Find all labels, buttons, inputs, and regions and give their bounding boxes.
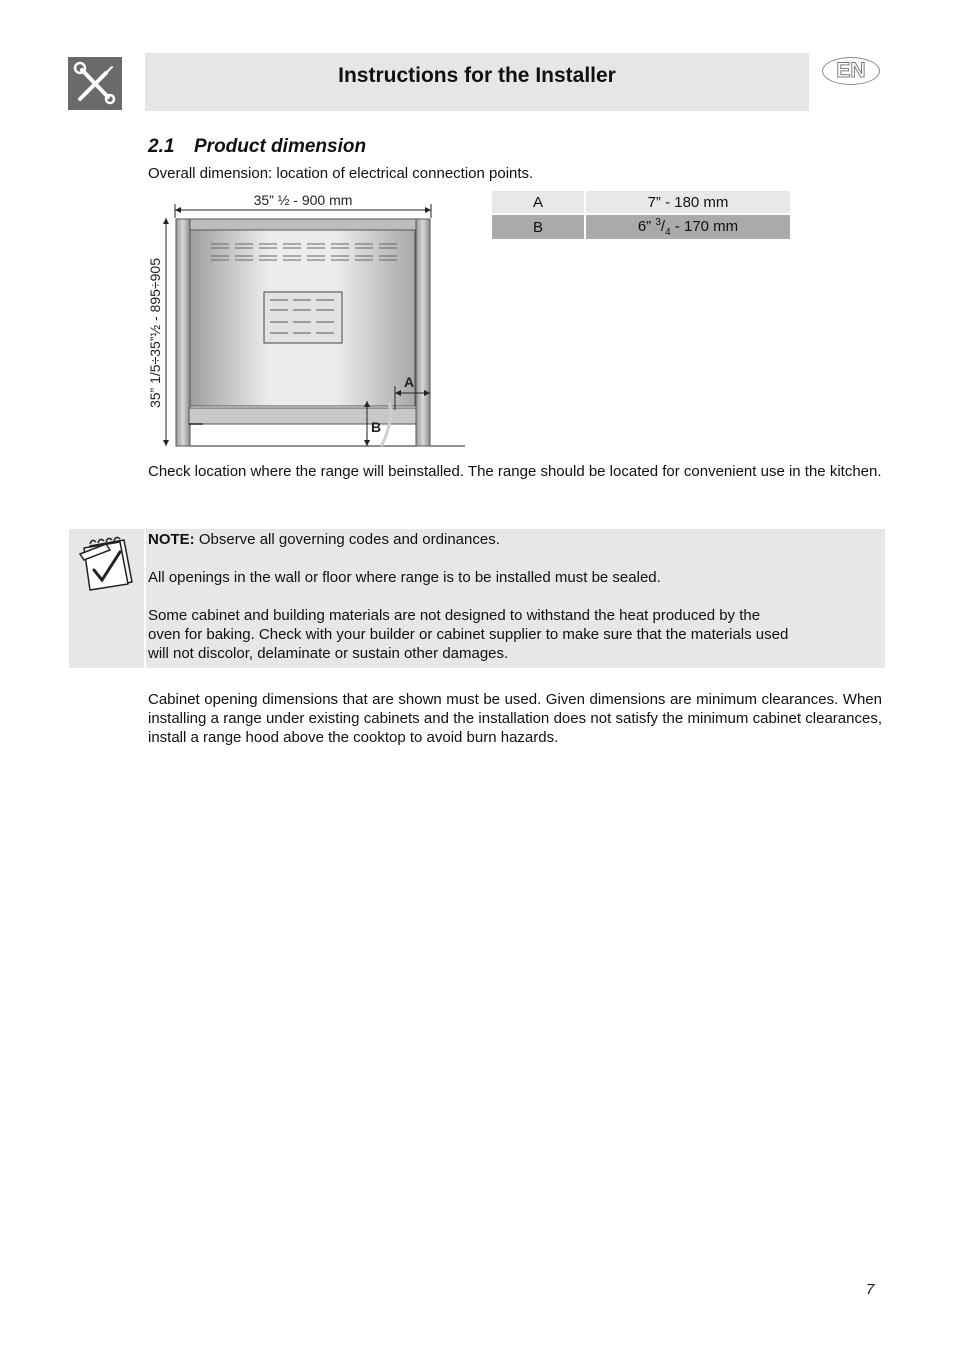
note-line-1 [148,530,883,549]
section-heading [148,136,366,158]
table-row [492,215,790,239]
note-text [148,530,883,663]
table-cell-key: B [492,215,586,239]
dimension-a-label: A [403,374,415,390]
range-dimension-drawing [143,188,473,468]
value-prefix: 6” [637,217,652,235]
note-line-2: All openings in the wall or floor where range is to be installed must be sealed. [148,569,661,586]
note-divider [144,529,146,668]
note-line-3c: will not discolor, delaminate or sustain other damages. [148,645,509,662]
table-row [492,191,790,213]
dimension-table [492,191,790,239]
section-number: 2.1 [148,136,175,157]
height-dimension-label: 35” 1/5÷35”½ - 895÷905 [147,257,163,409]
note-line-1-text: Observe all governing codes and ordinances. [194,531,500,548]
section-title: Product dimension [194,136,367,157]
dimension-b-label: B [370,419,382,435]
fraction-slash: / [660,217,666,235]
fraction-numerator: 3 [655,216,661,228]
note-line-3b: oven for baking. Check with your builder or cabinet supplier to make sure that the materials used [148,626,789,643]
page-title: Instructions for the Installer [338,64,616,87]
width-dimension-label: 35” ½ - 900 mm [253,192,353,208]
cabinet-paragraph: Cabinet opening dimensions that are shown must be used. Given dimensions are minimum clearances. When installing a range under existing cabinets and the installation does not satisfy the minimum cabinet clearances, install a range hood above the cooktop to avoid burn hazards. [148,691,882,746]
notepad-check-icon [76,534,136,597]
table-cell-key: A [492,191,586,213]
table-cell-value: 7” - 180 mm [586,191,790,213]
fraction-denominator: 4 [665,226,671,238]
language-badge: EN [822,57,880,85]
value-suffix: - 170 mm [670,217,739,235]
note-line-3a: Some cabinet and building materials are not designed to withstand the heat produced by the [148,607,761,624]
table-cell-value [586,215,790,239]
tools-icon [68,57,122,110]
location-paragraph: Check location where the range will beinstalled. The range should be located for convenient use in the kitchen. [148,463,882,480]
page-number: 7 [866,1281,875,1298]
note-label: NOTE: [148,531,195,548]
intro-text: Overall dimension: location of electrical connection points. [148,165,534,182]
